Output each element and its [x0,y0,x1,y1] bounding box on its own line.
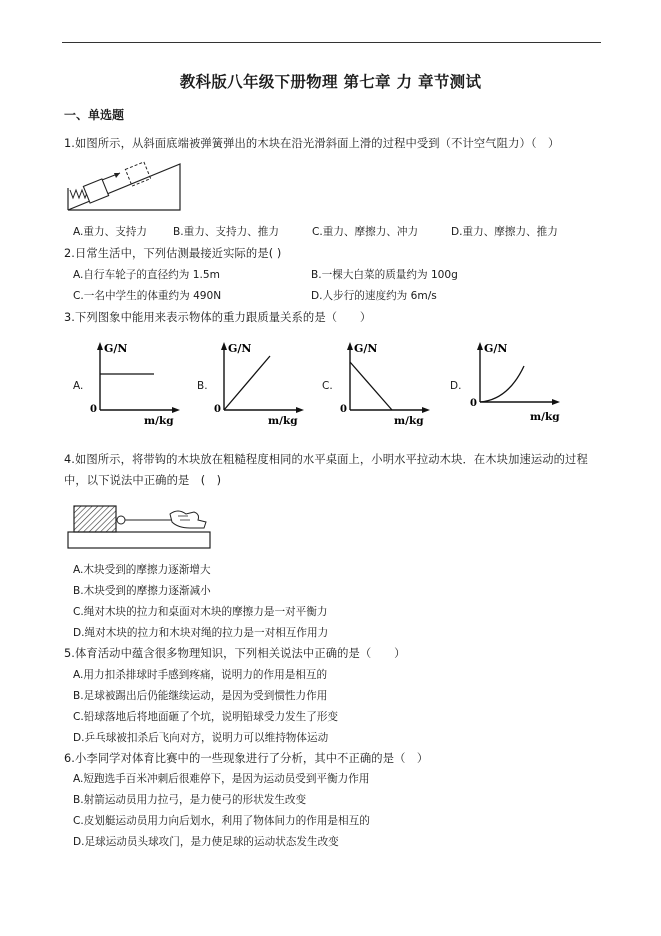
q2-option-b[interactable]: B.一棵大白菜的质量约为 100g [311,269,458,281]
q1-option-a[interactable]: A.重力、支持力 [73,226,147,238]
q4-option-c[interactable]: C.绳对木块的拉力和桌面对木块的摩擦力是一对平衡力 [73,606,328,618]
q1-option-c[interactable]: C.重力、摩擦力、冲力 [312,226,419,238]
q5-option-a[interactable]: A.用力扣杀排球时手感到疼痛，说明力的作用是相互的 [73,669,328,681]
q3-a-y-label: G/N [104,342,128,355]
q2-option-a[interactable]: A.自行车轮子的直径约为 1.5m [73,269,220,281]
q5-option-c[interactable]: C.铅球落地后将地面砸了个坑，说明铅球受力发生了形变 [73,711,339,723]
q3-b-origin: 0 [214,404,221,415]
q3-a-x-label: m/kg [144,415,174,426]
q3-c-y-label: G/N [354,342,378,355]
question-5-text: 5.体育活动中蕴含很多物理知识，下列相关说法中正确的是（ ） [64,647,406,660]
q5-option-b[interactable]: B.足球被踢出后仍能继续运动，是因为受到惯性力作用 [73,690,328,702]
q3-c-origin: 0 [340,404,347,415]
q4-option-a[interactable]: A.木块受到的摩擦力逐渐增大 [73,564,211,576]
q3-option-a[interactable]: A. [73,380,84,392]
q6-option-a[interactable]: A.短跑选手百米冲刺后很难停下，是因为运动员受到平衡力作用 [73,773,370,785]
question-2-text: 2.日常生活中，下列估测最接近实际的是( ) [64,247,282,260]
q1-option-d[interactable]: D.重力、摩擦力、推力 [451,226,558,238]
q3-graph-c [334,336,434,426]
q3-c-x-label: m/kg [394,415,424,426]
question-4-text-line2: 中，以下说法中正确的是 ( ) [64,474,222,487]
question-3-text: 3.下列图象中能用来表示物体的重力跟质量关系的是（ ） [64,311,372,324]
q5-option-d[interactable]: D.乒乓球被扣杀后飞向对方，说明力可以维持物体运动 [73,732,329,744]
page-title: 教科版八年级下册物理 第七章 力 章节测试 [179,73,482,91]
q6-option-c[interactable]: C.皮划艇运动员用力向后划水，利用了物体间力的作用是相互的 [73,815,370,827]
header-rule [62,42,601,43]
q1-option-b[interactable]: B.重力、支持力、推力 [173,226,279,238]
q3-option-d[interactable]: D. [450,380,462,392]
q3-option-b[interactable]: B. [197,380,208,392]
q6-option-b[interactable]: B.射箭运动员用力拉弓，是力使弓的形状发生改变 [73,794,307,806]
section-heading: 一、单选题 [64,108,125,122]
q3-b-y-label: G/N [228,342,252,355]
question-4-text-line1: 4.如图所示，将带钩的木块放在粗糙程度相同的水平桌面上，小明水平拉动木块．在木块加速运动的过程 [64,453,588,466]
question-6-text: 6.小李同学对体育比赛中的一些现象进行了分析，其中不正确的是（ ） [64,752,429,765]
q2-option-c[interactable]: C.一名中学生的体重约为 490N [73,290,222,302]
q3-d-y-label: G/N [484,342,508,355]
q3-option-c[interactable]: C. [322,380,333,392]
q3-graph-b [208,336,308,426]
q3-d-x-label: m/kg [530,411,560,423]
q3-graph-a [84,336,184,426]
q4-option-d[interactable]: D.绳对木块的拉力和木块对绳的拉力是一对相互作用力 [73,627,329,639]
question-1-figure-incline [64,154,184,216]
q3-a-origin: 0 [90,404,97,415]
q3-graph-d [464,336,564,426]
question-1-text: 1.如图所示，从斜面底端被弹簧弹出的木块在沿光滑斜面上滑的过程中受到（不计空气阻力）（ ） [64,137,560,150]
q6-option-d[interactable]: D.足球运动员头球攻门，是力使足球的运动状态发生改变 [73,836,339,848]
q3-b-x-label: m/kg [268,415,298,426]
q4-option-b[interactable]: B.木块受到的摩擦力逐渐减小 [73,585,211,597]
q2-option-d[interactable]: D.人步行的速度约为 6m/s [311,290,437,302]
question-4-figure-block [66,498,216,554]
q3-d-origin: 0 [470,398,477,409]
